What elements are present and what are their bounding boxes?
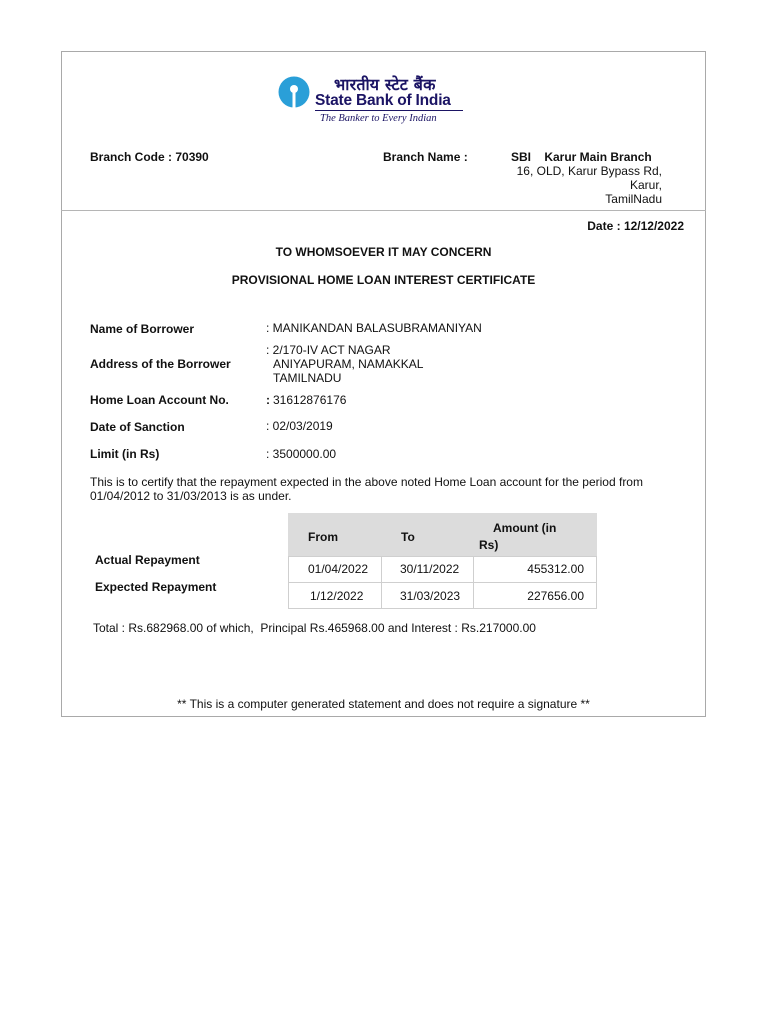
logo-hindi-text: भारतीय स्टेट बैंक xyxy=(334,75,436,94)
account-label: Home Loan Account No. xyxy=(90,393,229,407)
total-summary: Total : Rs.682968.00 of which, Principal Rs.465968.00 and Interest : Rs.217000.00 xyxy=(93,621,536,635)
account-colon: : xyxy=(266,393,270,407)
table-row-2-from: 1/12/2022 xyxy=(310,589,364,603)
limit-label: Limit (in Rs) xyxy=(90,447,160,461)
branch-address-line-3: TamilNadu xyxy=(605,192,662,206)
table-row-1-amount: 455312.00 xyxy=(527,562,584,576)
header-amount-line-1: Amount (in xyxy=(493,521,557,535)
sanction-value: : 02/03/2019 xyxy=(266,419,333,433)
branch-name-label: Branch Name : xyxy=(383,150,468,164)
account-value: 31612876176 xyxy=(273,393,347,407)
table-row-2-amount: 227656.00 xyxy=(527,589,584,603)
table-row-2-to: 31/03/2023 xyxy=(400,589,461,603)
header-divider xyxy=(61,210,706,211)
certificate-date: Date : 12/12/2022 xyxy=(587,219,684,233)
address-line-1: : 2/170-IV ACT NAGAR xyxy=(266,343,391,357)
certify-line-1: This is to certify that the repayment expected in the above noted Home Loan account for the period from xyxy=(90,475,643,489)
limit-value: : 3500000.00 xyxy=(266,447,337,461)
branch-code: Branch Code : 70390 xyxy=(90,150,209,164)
logo-tagline: The Banker to Every Indian xyxy=(320,113,437,124)
borrower-label: Name of Borrower xyxy=(90,322,195,336)
actual-repayment-label: Actual Repayment xyxy=(95,553,200,567)
sanction-label: Date of Sanction xyxy=(90,420,185,434)
concern-heading: TO WHOMSOEVER IT MAY CONCERN xyxy=(275,245,492,259)
logo-underline xyxy=(315,110,463,111)
address-line-3: TAMILNADU xyxy=(273,371,342,385)
address-line-2: ANIYAPURAM, NAMAKKAL xyxy=(273,357,424,371)
logo-english-text: State Bank of India xyxy=(315,92,451,109)
sbi-logo-icon xyxy=(278,76,310,108)
certify-line-2: 01/04/2012 to 31/03/2013 is as under. xyxy=(90,489,292,503)
expected-repayment-label: Expected Repayment xyxy=(95,580,217,594)
header-from: From xyxy=(308,530,338,544)
borrower-value: : MANIKANDAN BALASUBRAMANIYAN xyxy=(266,321,482,335)
branch-address-line-2: Karur, xyxy=(629,178,662,192)
header-to: To xyxy=(401,530,415,544)
address-label: Address of the Borrower xyxy=(90,357,231,371)
table-row-1-to: 30/11/2022 xyxy=(400,562,460,576)
certificate-title: PROVISIONAL HOME LOAN INTEREST CERTIFICATE xyxy=(231,273,536,287)
branch-name: SBI Karur Main Branch xyxy=(511,150,652,164)
branch-address-line-1: 16, OLD, Karur Bypass Rd, xyxy=(516,164,662,178)
header-amount-line-2: Rs) xyxy=(479,538,499,552)
table-row-1-from: 01/04/2022 xyxy=(308,562,369,576)
computer-generated-note: ** This is a computer generated statement and does not require a signature ** xyxy=(177,697,590,711)
